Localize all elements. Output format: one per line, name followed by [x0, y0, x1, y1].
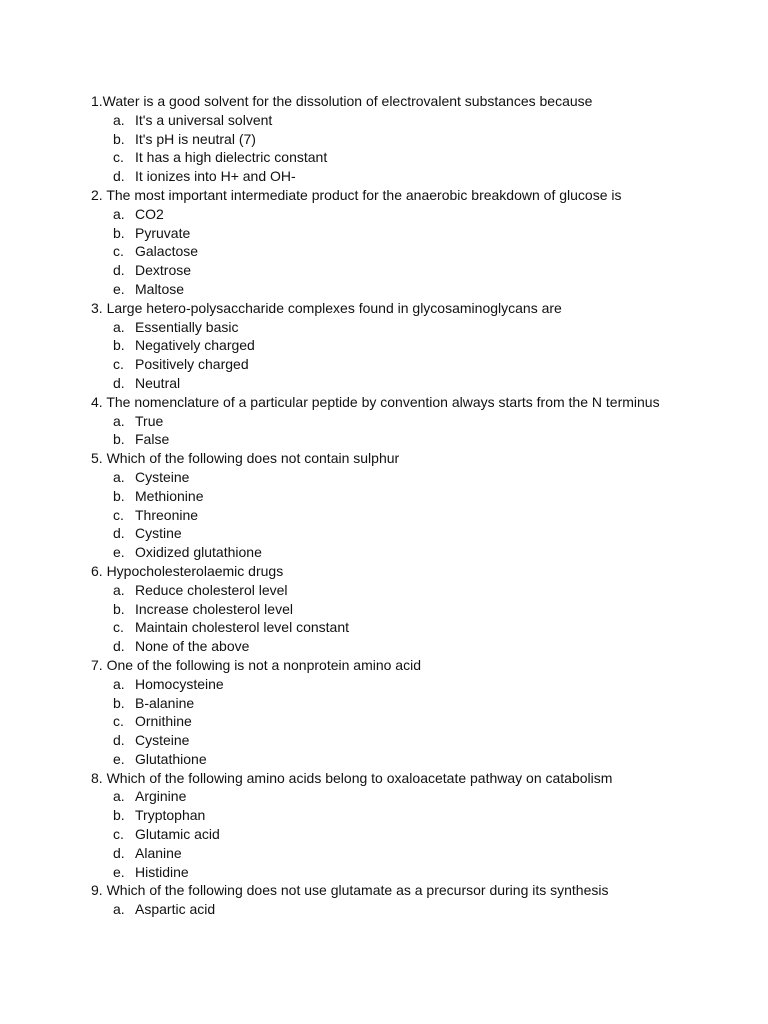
option-letter: d. [113, 262, 125, 279]
answer-option [91, 130, 748, 149]
answer-option [91, 355, 748, 374]
answer-option [91, 318, 748, 337]
option-letter: c. [113, 149, 124, 166]
option-text: Glutathione [135, 750, 207, 767]
option-letter: d. [113, 374, 125, 391]
option-text: True [135, 412, 164, 429]
answer-option [91, 242, 748, 261]
option-text: Dextrose [135, 262, 192, 279]
answer-option [91, 167, 748, 186]
answer-option [91, 863, 748, 882]
option-letter: e. [113, 863, 125, 880]
option-letter: c. [113, 356, 124, 373]
option-letter: e. [113, 280, 125, 297]
option-letter: b. [113, 224, 125, 241]
option-letter: a. [113, 788, 125, 805]
answer-option [91, 412, 748, 431]
answer-option [91, 111, 748, 130]
answer-option [91, 524, 748, 543]
option-text: Negatively charged [135, 337, 255, 354]
question-text: 4. The nomenclature of a particular peptide by convention always starts from the N terminus [91, 393, 660, 410]
answer-option [91, 844, 748, 863]
option-letter: d. [113, 525, 125, 542]
option-letter: b. [113, 487, 125, 504]
option-text: CO2 [135, 205, 164, 222]
answer-option [91, 224, 748, 243]
option-letter: c. [113, 826, 124, 843]
option-letter: a. [113, 412, 125, 429]
option-letter: d. [113, 168, 125, 185]
answer-option [91, 731, 748, 750]
answer-option [91, 581, 748, 600]
option-letter: b. [113, 337, 125, 354]
question-list [91, 92, 748, 919]
option-text: False [135, 431, 170, 448]
option-text: Galactose [135, 243, 199, 260]
option-letter: c. [113, 713, 124, 730]
option-letter: e. [113, 544, 125, 561]
option-text: Cysteine [135, 468, 190, 485]
answer-option [91, 487, 748, 506]
option-letter: a. [113, 468, 125, 485]
question-text: 8. Which of the following amino acids belong to oxaloacetate pathway on catabolism [91, 769, 613, 786]
option-text: Maintain cholesterol level constant [135, 619, 350, 636]
option-letter: a. [113, 318, 125, 335]
option-letter: a. [113, 111, 125, 128]
option-text: Oxidized glutathione [135, 544, 262, 561]
option-text: Neutral [135, 374, 181, 391]
question-text: 5. Which of the following does not contain sulphur [91, 450, 400, 467]
answer-option [91, 506, 748, 525]
option-letter: a. [113, 901, 125, 918]
option-letter: c. [113, 506, 124, 523]
option-text: Pyruvate [135, 224, 191, 241]
question-text: 9. Which of the following does not use glutamate as a precursor during its synthesis [91, 882, 609, 899]
answer-option [91, 712, 748, 731]
option-letter: b. [113, 807, 125, 824]
answer-option [91, 694, 748, 713]
option-text: Positively charged [135, 356, 249, 373]
answer-option [91, 374, 748, 393]
option-letter: b. [113, 694, 125, 711]
option-text: Reduce cholesterol level [135, 581, 288, 598]
option-letter: c. [113, 243, 124, 260]
option-letter: e. [113, 750, 125, 767]
answer-option [91, 806, 748, 825]
answer-option [91, 205, 748, 224]
option-text: Essentially basic [135, 318, 239, 335]
answer-option [91, 261, 748, 280]
option-text: Histidine [135, 863, 189, 880]
answer-option [91, 825, 748, 844]
option-letter: d. [113, 732, 125, 749]
option-letter: a. [113, 675, 125, 692]
answer-option [91, 280, 748, 299]
option-letter: a. [113, 581, 125, 598]
answer-option [91, 675, 748, 694]
answer-option [91, 543, 748, 562]
option-text: None of the above [135, 638, 250, 655]
option-letter: c. [113, 619, 124, 636]
question-text: 7. One of the following is not a nonprotein amino acid [91, 656, 421, 673]
option-text: Threonine [135, 506, 199, 523]
option-text: It's pH is neutral (7) [135, 130, 256, 147]
answer-option [91, 468, 748, 487]
option-text: Arginine [135, 788, 187, 805]
answer-option [91, 148, 748, 167]
option-text: Cystine [135, 525, 182, 542]
option-letter: b. [113, 600, 125, 617]
option-text: Ornithine [135, 713, 192, 730]
option-text: It ionizes into H+ and OH- [135, 168, 296, 185]
answer-option [91, 900, 748, 919]
option-letter: b. [113, 431, 125, 448]
option-text: B-alanine [135, 694, 195, 711]
answer-option [91, 600, 748, 619]
answer-option [91, 336, 748, 355]
option-text: Aspartic acid [135, 901, 216, 918]
question-text: 2. The most important intermediate product for the anaerobic breakdown of glucose is [91, 186, 622, 203]
option-text: Cysteine [135, 732, 190, 749]
option-text: Maltose [135, 280, 185, 297]
option-letter: b. [113, 130, 125, 147]
option-text: Homocysteine [135, 675, 224, 692]
option-letter: a. [113, 205, 125, 222]
option-letter: d. [113, 638, 125, 655]
option-text: It's a universal solvent [135, 111, 273, 128]
answer-option [91, 618, 748, 637]
option-text: Alanine [135, 844, 182, 861]
option-text: It has a high dielectric constant [135, 149, 328, 166]
option-text: Tryptophan [135, 807, 206, 824]
option-text: Glutamic acid [135, 826, 220, 843]
question-text: 3. Large hetero-polysaccharide complexes found in glycosaminoglycans are [91, 299, 562, 316]
answer-option [91, 787, 748, 806]
option-text: Methionine [135, 487, 204, 504]
answer-option [91, 750, 748, 769]
option-text: Increase cholesterol level [135, 600, 293, 617]
answer-option [91, 430, 748, 449]
question-text: 1.Water is a good solvent for the dissolution of electrovalent substances because [91, 93, 593, 109]
answer-option [91, 637, 748, 656]
question-text: 6. Hypocholesterolaemic drugs [91, 562, 284, 579]
option-letter: d. [113, 844, 125, 861]
